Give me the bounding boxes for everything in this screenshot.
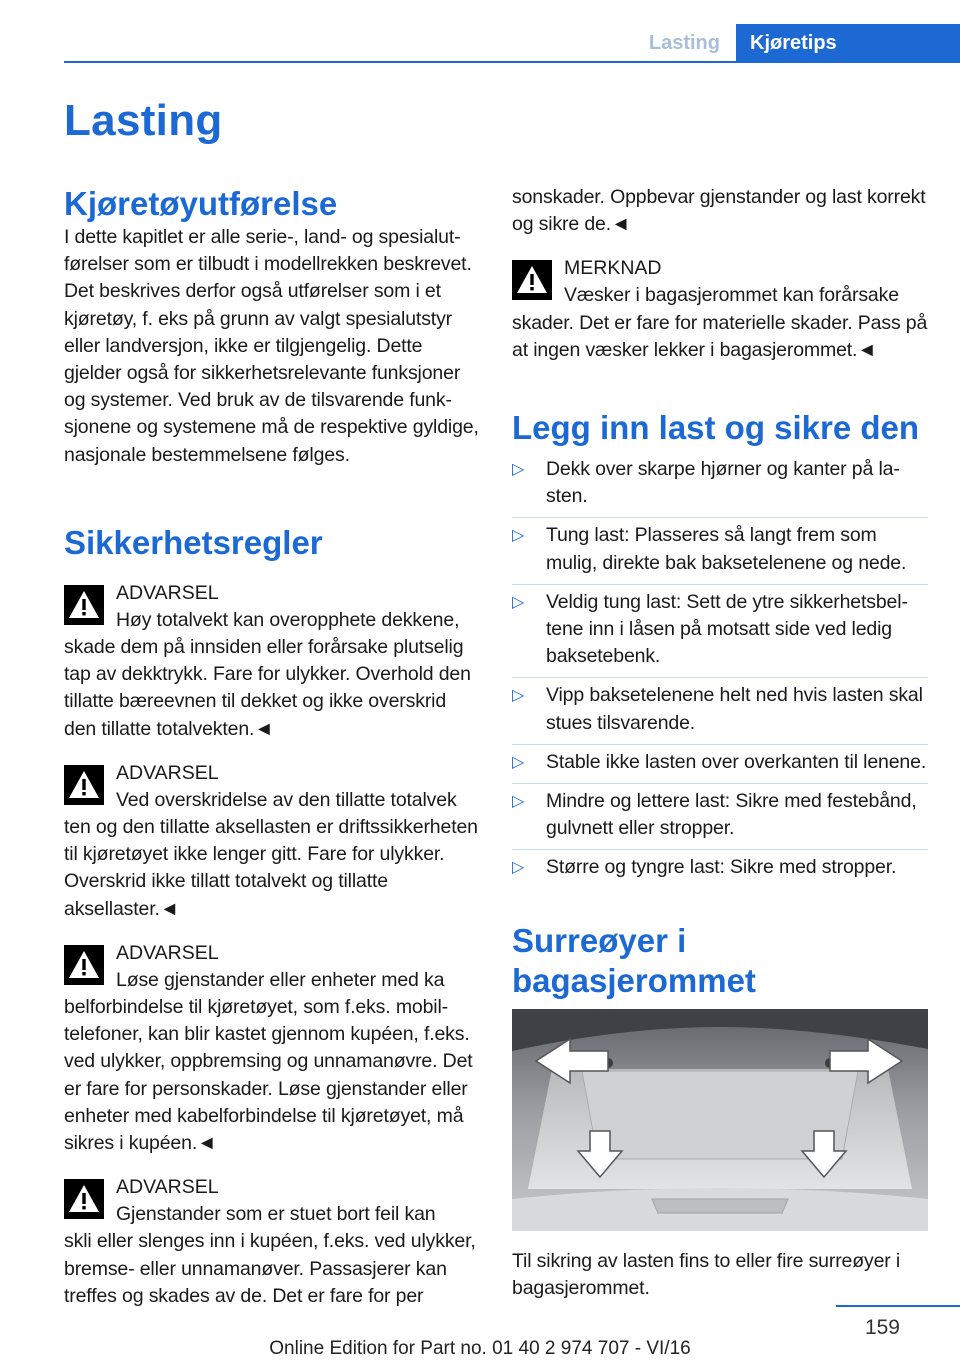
warning-triangle-icon — [64, 1179, 104, 1219]
page-title: Lasting — [64, 96, 223, 145]
page-number-rule — [836, 1305, 960, 1307]
paragraph-kjoretoyutforelse: I dette kapitlet er alle serie-, land- og spesialutførelser som er tilbudt i modellrekken beskrevet. Det beskrives derfor også utførelser som i et kjøretøy, f. eks på grunn av valgt spesialutstyr eller landversjon, ikke er tilgjengelig. Dette gjelder også for sikkerhetsrelevante funksjoner og systemer. Ved bruk av de tilsvarende funksjonene og systemene må de respektive gyldige, nasjonale bestemmelsene følges. — [64, 226, 479, 466]
right-column — [512, 184, 928, 1302]
photo-caption: Til sikring av lasten fins to eller fire surreøyer i bagasjerommet. — [512, 1249, 901, 1299]
header-section[interactable]: Lasting — [648, 31, 720, 54]
steps-list — [512, 456, 928, 889]
warning-label: ADVARSEL — [116, 1176, 219, 1199]
trunk-tie-down-photo — [512, 1009, 928, 1231]
warning-first-line: Gjenstander som er stuet bort feil kan — [116, 1203, 436, 1226]
list-item: ▷ Vipp baksetelenene helt ned hvis lasten skal stues tilsvarende. — [512, 682, 928, 744]
list-item: ▷ Stable ikke lasten over overkanten til lenene. — [512, 749, 928, 784]
header-chapter[interactable]: Kjøretips — [736, 24, 960, 62]
list-item: ▷ Dekk over skarpe hjørner og kanter på lasten. — [512, 456, 928, 518]
warning-block — [64, 939, 480, 1157]
warning-first-line: Høy totalvekt kan overopphete dekkene, — [116, 608, 460, 631]
triangle-bullet-icon: ▷ — [512, 753, 525, 771]
heading-sikkerhetsregler: Sikkerhetsregler — [64, 523, 323, 561]
warning-text: ten og den tillatte aksellasten er driftssikkerheten til kjøretøyet ikke lenger gitt. Fare for ulykker. Overskrid ikke tillatt totalvekt og tillatte aksellaster.◄ — [64, 816, 478, 920]
page-number: 159 — [864, 1316, 900, 1339]
warning-label: ADVARSEL — [116, 581, 219, 604]
triangle-bullet-icon: ▷ — [512, 461, 525, 479]
notice-first-line: Væsker i bagasjerommet kan forårsake — [564, 284, 899, 307]
warning-continuation: sonskader. Oppbevar gjenstander og last korrekt og sikre de.◄ — [512, 186, 926, 236]
warning-text: belforbindelse til kjøretøyet, som f.eks. mobiltelefoner, kan blir kastet gjennom kupéen, f.eks. ved ulykker, oppbremsing og unnamanøvre. Det er fare for personskader. Løse gjenstander eller enheter med kabelforbindelse til kjøretøyet, må sikres i kupéen.◄ — [64, 996, 473, 1155]
header-rule — [64, 61, 960, 63]
list-item: ▷ Veldig tung last: Sett de ytre sikkerhetsbeltene inn i låsen på motsatt side ved ledig baksetebenk. — [512, 589, 928, 679]
notice-label: MERKNAD — [564, 257, 662, 280]
triangle-bullet-icon: ▷ — [512, 527, 525, 545]
heading-kjoretoyutforelse: Kjøretøyutførelse — [64, 185, 338, 222]
triangle-bullet-icon: ▷ — [512, 687, 525, 705]
warning-triangle-icon — [64, 585, 104, 625]
warning-block — [64, 1173, 480, 1310]
triangle-bullet-icon: ▷ — [512, 859, 525, 877]
warning-text: skade dem på innsiden eller forårsake plutselig tap av dekktrykk. Fare for ulykker. Overhold den tillatte bæreevnen til dekket og ikke overskrid den tillatte totalvekten.◄ — [64, 636, 471, 740]
warning-triangle-icon — [64, 765, 104, 805]
warning-first-line: Ved overskridelse av den tillatte totalvek — [116, 788, 457, 811]
left-column — [64, 184, 480, 1310]
warning-block — [64, 759, 480, 923]
notice-block — [512, 254, 928, 364]
triangle-bullet-icon: ▷ — [512, 593, 525, 611]
heading-surreoyer: Surreøyer i bagasjerommet — [512, 921, 756, 999]
warning-label: ADVARSEL — [116, 761, 219, 784]
list-item: ▷ Større og tyngre last: Sikre med stropper. — [512, 854, 928, 888]
notice-text: skader. Det er fare for materielle skader. Pass på at ingen væsker lekker i bagasjerommet.◄ — [512, 311, 928, 361]
warning-triangle-icon — [64, 945, 104, 985]
warning-text: skli eller slenges inn i kupéen, f.eks. ved ulykker, bremse- eller unnamanøver. Passasjerer kan treffes og skades av de. Det er fare for per — [64, 1230, 476, 1307]
warning-triangle-icon — [512, 260, 552, 300]
footer-edition: Online Edition for Part no. 01 40 2 974 707 - VI/16 — [269, 1338, 691, 1359]
triangle-bullet-icon: ▷ — [512, 793, 525, 811]
heading-legg-inn-last: Legg inn last og sikre den — [512, 409, 920, 447]
warning-label: ADVARSEL — [116, 941, 219, 964]
list-item: ▷ Mindre og lettere last: Sikre med festebånd, gulvnett eller stropper. — [512, 788, 928, 850]
warning-block — [64, 579, 480, 743]
list-item: ▷ Tung last: Plasseres så langt frem som mulig, direkte bak baksetelenene og nede. — [512, 522, 928, 584]
warning-first-line: Løse gjenstander eller enheter med ka — [116, 968, 445, 991]
